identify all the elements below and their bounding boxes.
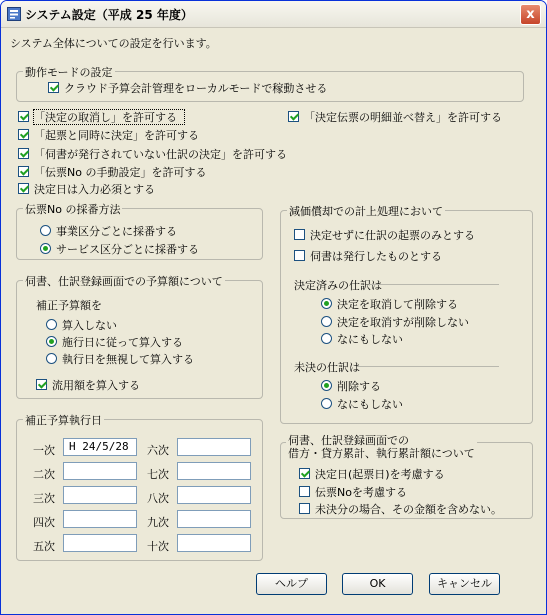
decided-label: 決定済みの仕訳は — [294, 279, 382, 292]
execution-date-input[interactable]: H 24/5/28 — [63, 438, 137, 456]
undecided-nothing-radio[interactable] — [321, 398, 332, 409]
execution-row-label: 七次 — [147, 468, 169, 481]
budget-follow-date-label: 施行日に従って算入する — [62, 336, 183, 349]
decided-delete-radio[interactable] — [321, 298, 332, 309]
depreciation-group-title: 減価償却での計上処理において — [289, 205, 443, 218]
decided-keep-radio[interactable] — [321, 316, 332, 327]
execution-date-input[interactable] — [177, 510, 251, 528]
allow-manual-no-label: 「伝票No の手動設定」を許可する — [34, 166, 207, 179]
budget-follow-date-radio[interactable] — [46, 336, 57, 347]
undecided-only-label: 決定せずに仕訳の起票のみとする — [310, 229, 475, 242]
numbering-by-business-radio[interactable] — [40, 225, 51, 236]
cumulative-title-line1: 伺書、仕訳登録画面での — [288, 434, 409, 447]
execution-row-label: 二次 — [33, 468, 55, 481]
execution-row-label: 一次 — [33, 444, 55, 457]
decided-delete-label: 決定を取消して削除する — [337, 298, 458, 311]
execution-date-input[interactable] — [177, 486, 251, 504]
execution-row-label: 八次 — [147, 492, 169, 505]
undecided-delete-label: 削除する — [337, 380, 381, 393]
allow-same-time-checkbox[interactable] — [18, 129, 29, 140]
help-button[interactable]: ヘルプ — [256, 573, 327, 595]
consider-slip-no-label: 伝票Noを考慮する — [315, 486, 407, 499]
allow-detail-sort-label: 「決定伝票の明細並べ替え」を許可する — [304, 111, 502, 124]
revised-budget-label: 補正予算額を — [36, 299, 102, 312]
focus-indicator — [33, 109, 185, 125]
cloud-local-label: クラウド予算会計管理をローカルモードで稼動させる — [64, 82, 328, 95]
execution-row-label: 九次 — [147, 516, 169, 529]
execution-date-input[interactable] — [177, 438, 251, 456]
decided-nothing-label: なにもしない — [337, 333, 403, 346]
undecided-delete-radio[interactable] — [321, 380, 332, 391]
treat-issued-checkbox[interactable] — [294, 250, 305, 261]
budget-group-title: 伺書、仕訳登録画面での予算額について — [25, 275, 223, 288]
undecided-only-checkbox[interactable] — [294, 229, 305, 240]
mode-group-title: 動作モードの設定 — [25, 66, 113, 79]
allow-uninquired-checkbox[interactable] — [18, 148, 29, 159]
allow-manual-no-checkbox[interactable] — [18, 166, 29, 177]
numbering-by-business-label: 事業区分ごとに採番する — [56, 225, 177, 238]
treat-issued-label: 伺書は発行したものとする — [310, 250, 442, 263]
title-bar — [1, 1, 546, 28]
diversion-checkbox[interactable] — [36, 379, 47, 390]
execution-row-label: 四次 — [33, 516, 55, 529]
execution-date-input[interactable] — [63, 510, 137, 528]
execution-date-input[interactable] — [177, 462, 251, 480]
decided-nothing-radio[interactable] — [321, 333, 332, 344]
undecided-label: 未決の仕訳は — [294, 361, 360, 374]
exclude-pending-label: 未決分の場合、その金額を含めない。 — [315, 503, 502, 516]
diversion-label: 流用額を算入する — [52, 379, 140, 392]
execution-row-label: 六次 — [147, 444, 169, 457]
execution-date-input[interactable] — [63, 486, 137, 504]
budget-not-include-label: 算入しない — [62, 319, 117, 332]
execution-row-label: 十次 — [147, 540, 169, 553]
budget-ignore-date-radio[interactable] — [46, 353, 57, 364]
decided-keep-label: 決定を取消すが削除しない — [337, 316, 469, 329]
execution-date-input[interactable] — [63, 534, 137, 552]
execution-row-label: 三次 — [33, 492, 55, 505]
allow-cancel-label: 「決定の取消し」を許可する — [34, 111, 177, 124]
consider-slip-no-checkbox[interactable] — [299, 486, 310, 497]
undecided-nothing-label: なにもしない — [337, 398, 403, 411]
execution-date-input[interactable] — [177, 534, 251, 552]
undecided-separator — [357, 366, 499, 367]
decision-date-required-label: 決定日は入力必須とする — [34, 183, 155, 196]
cumulative-group-title — [286, 434, 477, 460]
window-title: システム設定（平成 25 年度） — [25, 8, 193, 22]
execution-group-title: 補正予算執行日 — [25, 414, 102, 427]
allow-uninquired-label: 「伺書が発行されていない仕訳の決定」を許可する — [34, 148, 287, 161]
budget-not-include-radio[interactable] — [46, 319, 57, 330]
cumulative-title-line2: 借方・貸方累計、執行累計額について — [288, 447, 475, 460]
numbering-by-service-label: サービス区分ごとに採番する — [56, 243, 199, 256]
decision-date-required-checkbox[interactable] — [18, 183, 29, 194]
numbering-by-service-radio[interactable] — [40, 243, 51, 254]
consider-decision-date-checkbox[interactable] — [299, 468, 310, 479]
execution-date-input[interactable] — [63, 462, 137, 480]
budget-ignore-date-label: 執行日を無視して算入する — [62, 353, 194, 366]
description-text: システム全体についての設定を行います。 — [10, 37, 217, 50]
exclude-pending-checkbox[interactable] — [299, 503, 310, 514]
execution-row-label: 五次 — [33, 540, 55, 553]
cloud-local-checkbox[interactable] — [48, 82, 59, 93]
ok-button[interactable]: OK — [342, 573, 413, 595]
cancel-button[interactable]: キャンセル — [429, 573, 500, 595]
consider-decision-date-label: 決定日(起票日)を考慮する — [315, 468, 445, 481]
allow-cancel-checkbox[interactable] — [18, 111, 29, 122]
allow-same-time-label: 「起票と同時に決定」を許可する — [34, 129, 199, 142]
allow-detail-sort-checkbox[interactable] — [288, 111, 299, 122]
close-button[interactable]: x — [520, 4, 541, 25]
decided-separator — [369, 284, 499, 285]
app-icon — [7, 7, 21, 21]
numbering-group-title: 伝票No の採番方法 — [25, 203, 121, 216]
